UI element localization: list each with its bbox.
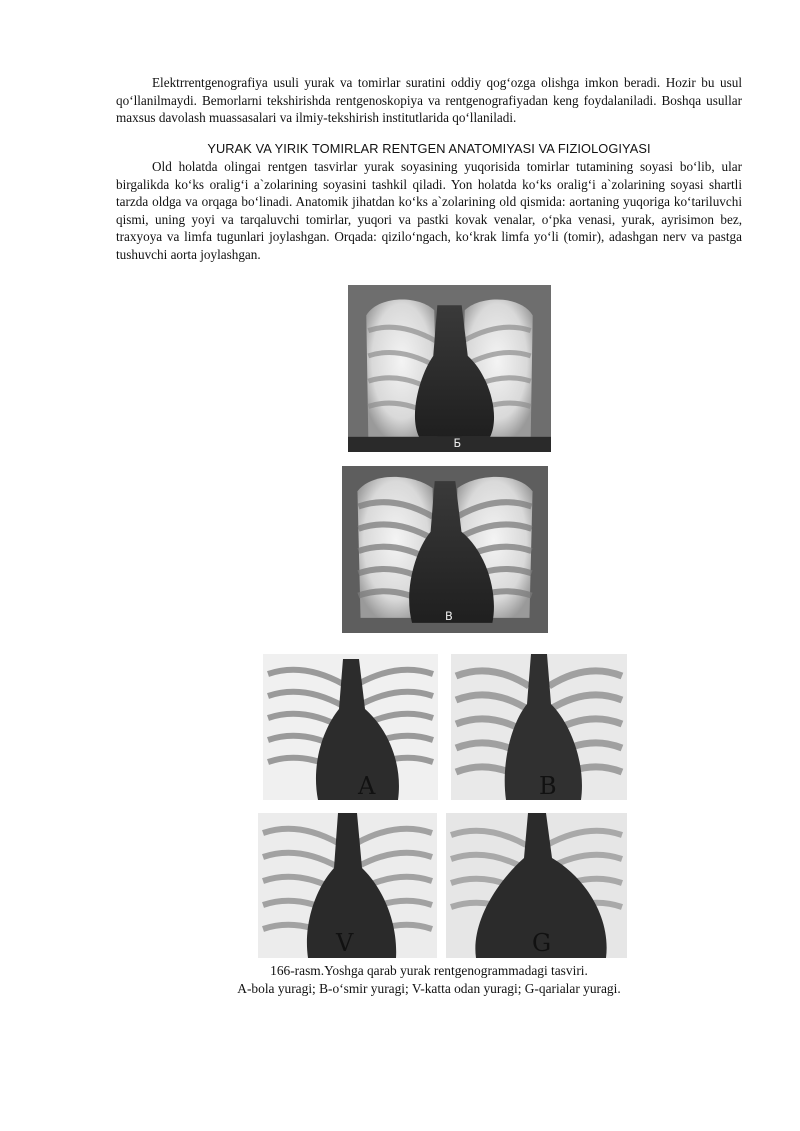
figure-label-b-cyr: Б: [453, 436, 462, 450]
xray-figure-b-top: [348, 285, 551, 452]
xray-figure-a: [263, 654, 438, 800]
figure-label-v-cyr: В: [445, 609, 453, 623]
xray-figure-v: [258, 813, 437, 958]
figure-label-a: A: [358, 772, 376, 800]
xray-figure-v-top: [342, 466, 548, 633]
figure-label-b: B: [539, 772, 557, 800]
figure-label-v: V: [336, 929, 354, 957]
figure-caption-legend: A-bola yuragi; B-o‘smir yuragi; V-katta odan yuragi; G-qarialar yuragi.: [237, 981, 621, 996]
figure-caption-title: 166-rasm.Yoshga qarab yurak rentgenogrammadagi tasviri.: [270, 963, 588, 978]
xray-figure-b: [451, 654, 627, 800]
intro-paragraph: Elektrrentgenografiya usuli yurak va tomirlar suratini oddiy qog‘ozga olishga imkon beradi. Hozir bu usul qo‘llanilmaydi. Bemorlarni tekshirishda rentgenoskopiya va rentgenografiyadan keng foydalaniladi. Boshqa usullar maxsus davolash muassasalari va ilmiy-tekshirish institutlarida qo‘llaniladi.: [116, 75, 742, 126]
main-paragraph: Old holatda olingai rentgen tasvirlar yurak soyasining yuqorisida tomirlar tutamining soyasi bo‘lib, ular birgalikda ko‘ks oralig‘i a`zolarining soyasini tashkil qiladi. Yon holatda ko‘ks oralig‘i a`zolarining soyasi shartli tarzda oldga va orqaga bo‘linadi. Anatomik jihatdan ko‘ks a`zolarining old qismida: aortaning yuqoriga ko‘tariluvchi qismi, uning yoyi va tarqaluvchi tomirlar, yuqori va pastki kovak venalar, o‘pka venasi, yurak, ayrisimon bez, traxyoya va limfa tugunlari joylashgan. Orqada: qizilo‘ngach, ko‘krak limfa yo‘li (tomir), adashgan nerv va pastga tushuvchi aorta joylashgan.: [116, 159, 742, 262]
xray-figure-g: [446, 813, 627, 958]
section-heading: YURAK VA YIRIK TOMIRLAR RENTGEN ANATOMIYASI VA FIZIOLOGIYASI: [207, 141, 651, 156]
figure-label-g: G: [532, 929, 552, 957]
